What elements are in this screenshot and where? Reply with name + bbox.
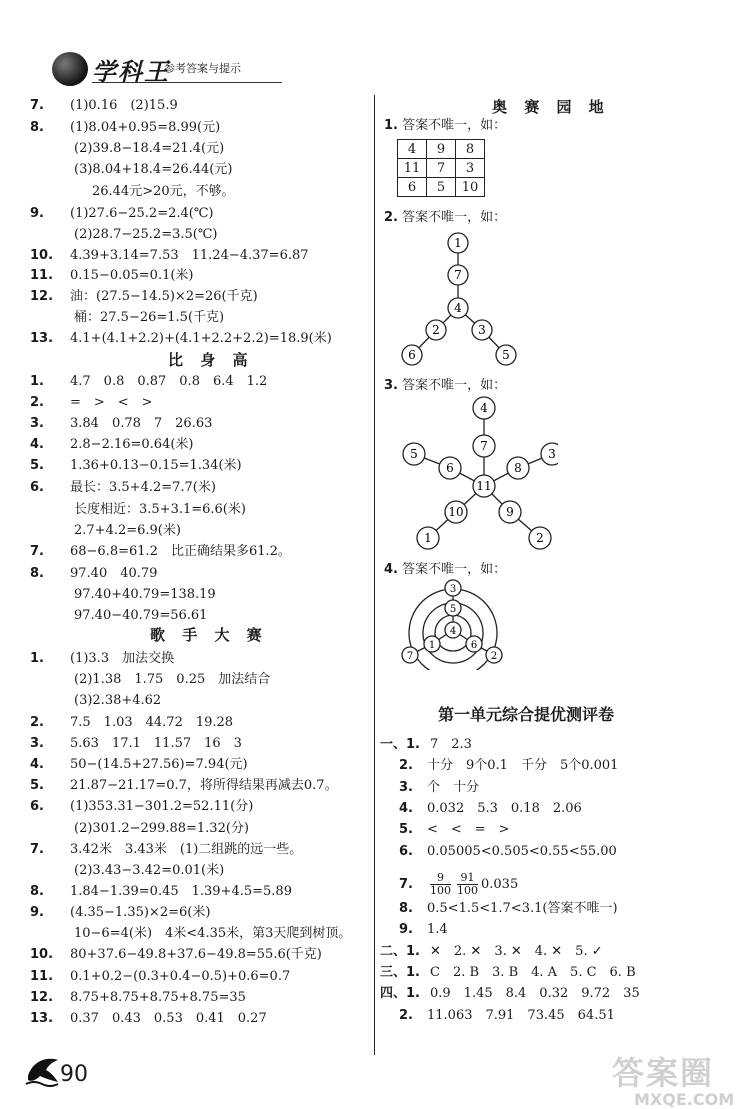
diagram-node-label: 4 — [454, 301, 462, 315]
diagram-node-label: 6 — [446, 461, 454, 475]
question-number: 13. — [30, 1011, 54, 1026]
answer-text: (4.35−1.35)×2=6(米) — [70, 905, 211, 920]
answer-line — [74, 162, 232, 178]
question-number: 9. — [30, 905, 44, 920]
answer-line — [74, 926, 351, 942]
question-number: 2. — [399, 758, 413, 773]
fraction: $\frac{91}{100}$ — [457, 871, 478, 897]
diagram-node-label: 6 — [470, 640, 478, 651]
answer-text: ✕ 2. ✕ 3. ✕ 4. ✕ 5. ✓ — [430, 944, 603, 959]
grid-cell: 8 — [456, 140, 485, 159]
diagram-node-label: 6 — [408, 348, 416, 362]
diagram-node-label: 4 — [449, 626, 457, 637]
diagram-node-label: 8 — [514, 461, 522, 475]
question-number: 8. — [30, 120, 44, 135]
answer-text: (2)39.8−18.4=21.4(元) — [74, 141, 225, 156]
right-q3: 3. 答案不唯一，如： — [384, 378, 507, 393]
exam-answer-line — [399, 822, 510, 838]
brand-title: 学科王 — [92, 58, 170, 86]
answer-text: 97.40−40.79=56.61 — [74, 608, 208, 623]
node-tree-diagram — [394, 228, 534, 370]
question-number: 2. — [399, 1008, 413, 1023]
answer-text: 0.035 — [481, 877, 519, 892]
diagram-node-label: 1 — [424, 531, 432, 545]
answer-text: 1.4 — [427, 922, 448, 937]
exam-answer-line — [399, 872, 518, 897]
question-number: 5. — [30, 778, 44, 793]
right-q1: 1. 答案不唯一，如： — [384, 118, 507, 133]
diagram-node-label: 1 — [428, 640, 436, 651]
answer-line — [74, 141, 224, 157]
answer-text: (1)0.16 (2)15.9 — [70, 98, 178, 113]
answer-line — [30, 268, 194, 284]
question-number: 11. — [30, 969, 54, 984]
answer-text: (3)8.04+18.4=26.44(元) — [74, 162, 233, 177]
page-number: 90 — [60, 1062, 88, 1087]
answer-text: 1.36+0.13−0.15=1.34(米) — [70, 458, 242, 473]
grid-cell: 11 — [398, 159, 427, 178]
answer-text: 80+37.6−49.8+37.6−49.8=55.6(千克) — [70, 947, 322, 962]
answer-text: 2.7+4.2=6.9(米) — [74, 523, 181, 538]
diagram-node-label: 1 — [454, 236, 462, 250]
answer-text: 7.5 1.03 44.72 19.28 — [70, 715, 234, 730]
answer-line — [30, 374, 267, 390]
watermark-line1: 答案圈 — [612, 1054, 715, 1092]
answer-text: 长度相近：3.5+3.1=6.6(米) — [74, 502, 246, 517]
question-number: 10. — [30, 947, 54, 962]
answer-text: 3.42米 3.43米 (1)二组跳的远一些。 — [70, 842, 303, 857]
answer-line — [30, 480, 216, 496]
answer-text: 0.5<1.5<1.7<3.1(答案不唯一) — [427, 901, 618, 916]
answer-line — [74, 523, 181, 539]
exam-answer-line — [380, 986, 640, 1002]
right-q4: 4. 答案不唯一，如： — [384, 562, 507, 577]
answer-text: (1)353.31−301.2=52.11(分) — [70, 799, 254, 814]
answer-text: 0.9 1.45 8.4 0.32 9.72 35 — [430, 986, 640, 1001]
answer-text: (2)3.43−3.42=0.01(米) — [74, 863, 225, 878]
exam-answer-line — [399, 844, 617, 860]
answer-line — [74, 502, 246, 518]
answer-line — [30, 736, 242, 752]
answer-text: 10−6=4(米) 4米<4.35米，第3天爬到树顶。 — [74, 926, 352, 941]
answer-text: (1)3.3 加法交换 — [70, 651, 175, 666]
section-title-aosaiyuandi: 奥 赛 园 地 — [492, 98, 610, 116]
question-number: 4. — [30, 757, 44, 772]
header-rule — [92, 82, 282, 83]
column-divider — [374, 95, 375, 1055]
answer-text: < < = > — [427, 822, 510, 837]
answer-text: 4.1+(4.1+2.2)+(4.1+2.2+2.2)=18.9(米) — [70, 331, 332, 346]
answer-line — [30, 757, 248, 773]
diagram-node-label: 5 — [410, 447, 418, 461]
question-number: 12. — [30, 990, 54, 1005]
question-number: 8. — [30, 884, 44, 899]
question-number: 10. — [30, 248, 54, 263]
answer-text: 桶：27.5−26=1.5(千克) — [74, 310, 225, 325]
answer-line — [30, 544, 291, 560]
exam-answer-line — [399, 1008, 615, 1024]
answer-text: 8.75+8.75+8.75+8.75=35 — [70, 990, 246, 1005]
question-number: 12. — [30, 289, 54, 304]
answer-text: (1)8.04+0.95=8.99(元) — [70, 120, 221, 135]
answer-line — [74, 693, 161, 709]
question-number: 3. — [30, 416, 44, 431]
answer-text: 油：(27.5−14.5)×2=26(千克) — [70, 289, 258, 304]
question-number: 11. — [30, 268, 54, 283]
grid-cell: 9 — [427, 140, 456, 159]
diagram-node-label: 5 — [449, 604, 457, 615]
question-number: 3. — [30, 736, 44, 751]
question-number: 5. — [399, 822, 413, 837]
answer-line — [30, 884, 292, 900]
answer-text: 97.40+40.79=138.19 — [74, 587, 216, 602]
exam-answer-line — [399, 780, 479, 796]
grid-cell: 5 — [427, 178, 456, 197]
answer-text: 0.15−0.05=0.1(米) — [70, 268, 194, 283]
answer-line — [30, 437, 194, 453]
answer-line — [74, 608, 207, 624]
answer-text: 4.39+3.14=7.53 11.24−4.37=6.87 — [70, 248, 309, 263]
answer-text: 21.87−21.17=0.7，将所得结果再减去0.7。 — [70, 778, 338, 793]
answer-line — [30, 799, 253, 815]
question-number: 7. — [30, 98, 44, 113]
answer-text: (2)1.38 1.75 0.25 加法结合 — [74, 672, 271, 687]
answer-text: (2)301.2−299.88=1.32(分) — [74, 821, 249, 836]
grid-cell: 3 — [456, 159, 485, 178]
answer-line — [30, 1011, 267, 1027]
question-number: 9. — [399, 922, 413, 937]
answer-line — [74, 672, 270, 688]
grid-cell: 10 — [456, 178, 485, 197]
question-number: 4. — [399, 801, 413, 816]
answer-text: (2)28.7−25.2=3.5(℃) — [74, 227, 218, 242]
question-number: 9. — [30, 206, 44, 221]
answer-text: 最长：3.5+4.2=7.7(米) — [70, 480, 216, 495]
circle-node-diagram — [400, 578, 506, 670]
exam-answer-line — [399, 758, 618, 774]
question-number: 三、1. — [380, 965, 420, 980]
question-number: 5. — [30, 458, 44, 473]
exam-answer-line — [399, 801, 582, 817]
answer-line — [30, 947, 322, 963]
exam-answer-line — [380, 944, 603, 960]
question-number: 1. — [30, 651, 44, 666]
dolphin-icon — [24, 1052, 64, 1088]
answer-line — [30, 566, 157, 582]
diagram-node-label: 5 — [502, 348, 510, 362]
question-number: 四、1. — [380, 986, 420, 1001]
answer-line — [30, 715, 233, 731]
answer-text: C 2. B 3. B 4. A 5. C 6. B — [430, 965, 636, 980]
answer-line — [74, 227, 217, 243]
answer-text: 97.40 40.79 — [70, 566, 158, 581]
answer-line — [30, 331, 332, 347]
diagram-node-label: 7 — [406, 651, 414, 662]
question-number: 4. — [30, 437, 44, 452]
brand-subtitle: 参考答案与提示 — [164, 62, 241, 75]
answer-line — [30, 778, 338, 794]
grid-cell: 6 — [398, 178, 427, 197]
star-node-diagram — [398, 394, 558, 554]
answer-line — [74, 821, 249, 837]
fraction: $\frac{9}{100}$ — [430, 871, 451, 897]
grid-cell: 4 — [398, 140, 427, 159]
question-number: 7. — [30, 842, 44, 857]
diagram-node-label: 3 — [548, 447, 556, 461]
answer-line — [30, 120, 220, 136]
answer-text: 0.37 0.43 0.53 0.41 0.27 — [70, 1011, 267, 1026]
answer-text: 7 2.3 — [430, 737, 472, 752]
question-number: 2. — [30, 395, 44, 410]
answer-line — [30, 248, 309, 264]
question-number: 6. — [30, 799, 44, 814]
answer-text: 0.032 5.3 0.18 2.06 — [427, 801, 582, 816]
exam-answer-line — [380, 965, 636, 981]
question-number: 7. — [30, 544, 44, 559]
answer-line — [92, 184, 235, 200]
answer-text: (1)27.6−25.2=2.4(℃) — [70, 206, 214, 221]
answer-line — [30, 458, 242, 474]
page-header — [52, 50, 282, 88]
answer-line — [30, 395, 153, 411]
question-number: 8. — [399, 901, 413, 916]
answer-text: 个 十分 — [427, 780, 480, 795]
answer-line — [30, 416, 212, 432]
diagram-node-label: 2 — [432, 323, 440, 337]
answer-line — [74, 587, 216, 603]
answer-text: 50−(14.5+27.56)=7.94(元) — [70, 757, 248, 772]
answer-text: 26.44元>20元，不够。 — [92, 184, 235, 199]
diagram-node-label: 3 — [478, 323, 486, 337]
right-q2: 2. 答案不唯一，如： — [384, 210, 507, 225]
answer-line — [74, 310, 224, 326]
answer-text: 11.063 7.91 73.45 64.51 — [427, 1008, 615, 1023]
exam-title: 第一单元综合提优测评卷 — [438, 705, 615, 724]
question-number: 二、1. — [380, 944, 420, 959]
magic-square — [397, 139, 485, 197]
answer-text: = > < > — [70, 395, 153, 410]
diagram-node-label: 4 — [480, 401, 488, 415]
watermark-line2: MXQE.COM — [634, 1090, 735, 1109]
diagram-node-label: 2 — [536, 531, 544, 545]
answer-text: 68−6.8=61.2 比正确结果多61.2。 — [70, 544, 291, 559]
question-number: 6. — [30, 480, 44, 495]
question-number: 7. — [399, 877, 413, 892]
diagram-node-label: 9 — [506, 505, 514, 519]
answer-text: 1.84−1.39=0.45 1.39+4.5=5.89 — [70, 884, 292, 899]
grid-cell: 7 — [427, 159, 456, 178]
question-number: 2. — [30, 715, 44, 730]
question-number: 6. — [399, 844, 413, 859]
answer-line — [30, 98, 178, 114]
question-number: 1. — [30, 374, 44, 389]
answer-line — [30, 842, 302, 858]
question-number: 3. — [399, 780, 413, 795]
answer-text: 3.84 0.78 7 26.63 — [70, 416, 213, 431]
answer-text: 5.63 17.1 11.57 16 3 — [70, 736, 242, 751]
answer-text: 4.7 0.8 0.87 0.8 6.4 1.2 — [70, 374, 268, 389]
answer-line — [30, 651, 174, 667]
answer-text: 0.05005<0.505<0.55<55.00 — [427, 844, 617, 859]
section-title-geshoudasai: 歌 手 大 赛 — [150, 626, 268, 644]
diagram-node-label: 11 — [476, 479, 492, 493]
answer-line — [30, 905, 210, 921]
answer-line — [30, 206, 213, 222]
exam-answer-line — [399, 901, 618, 917]
answer-text: (3)2.38+4.62 — [74, 693, 162, 708]
question-number: 一、1. — [380, 737, 420, 752]
answer-line — [30, 289, 258, 305]
diagram-node-label: 3 — [449, 584, 457, 595]
brand-logo-icon — [52, 52, 88, 86]
answer-text: 0.1+0.2−(0.3+0.4−0.5)+0.6=0.7 — [70, 969, 291, 984]
question-number: 13. — [30, 331, 54, 346]
answer-line — [30, 969, 290, 985]
watermark — [612, 1048, 742, 1109]
answer-line — [30, 990, 246, 1006]
answer-text: 十分 9个0.1 千分 5个0.001 — [427, 758, 619, 773]
exam-answer-line — [399, 922, 448, 938]
answer-text: 2.8−2.16=0.64(米) — [70, 437, 194, 452]
section-title-bishengao: 比 身 高 — [168, 351, 254, 369]
diagram-node-label: 2 — [490, 651, 498, 662]
exam-answer-line — [380, 737, 472, 753]
diagram-node-label: 7 — [454, 268, 462, 282]
diagram-node-label: 7 — [480, 439, 488, 453]
question-number: 8. — [30, 566, 44, 581]
answer-line — [74, 863, 224, 879]
diagram-node-label: 10 — [448, 505, 464, 519]
